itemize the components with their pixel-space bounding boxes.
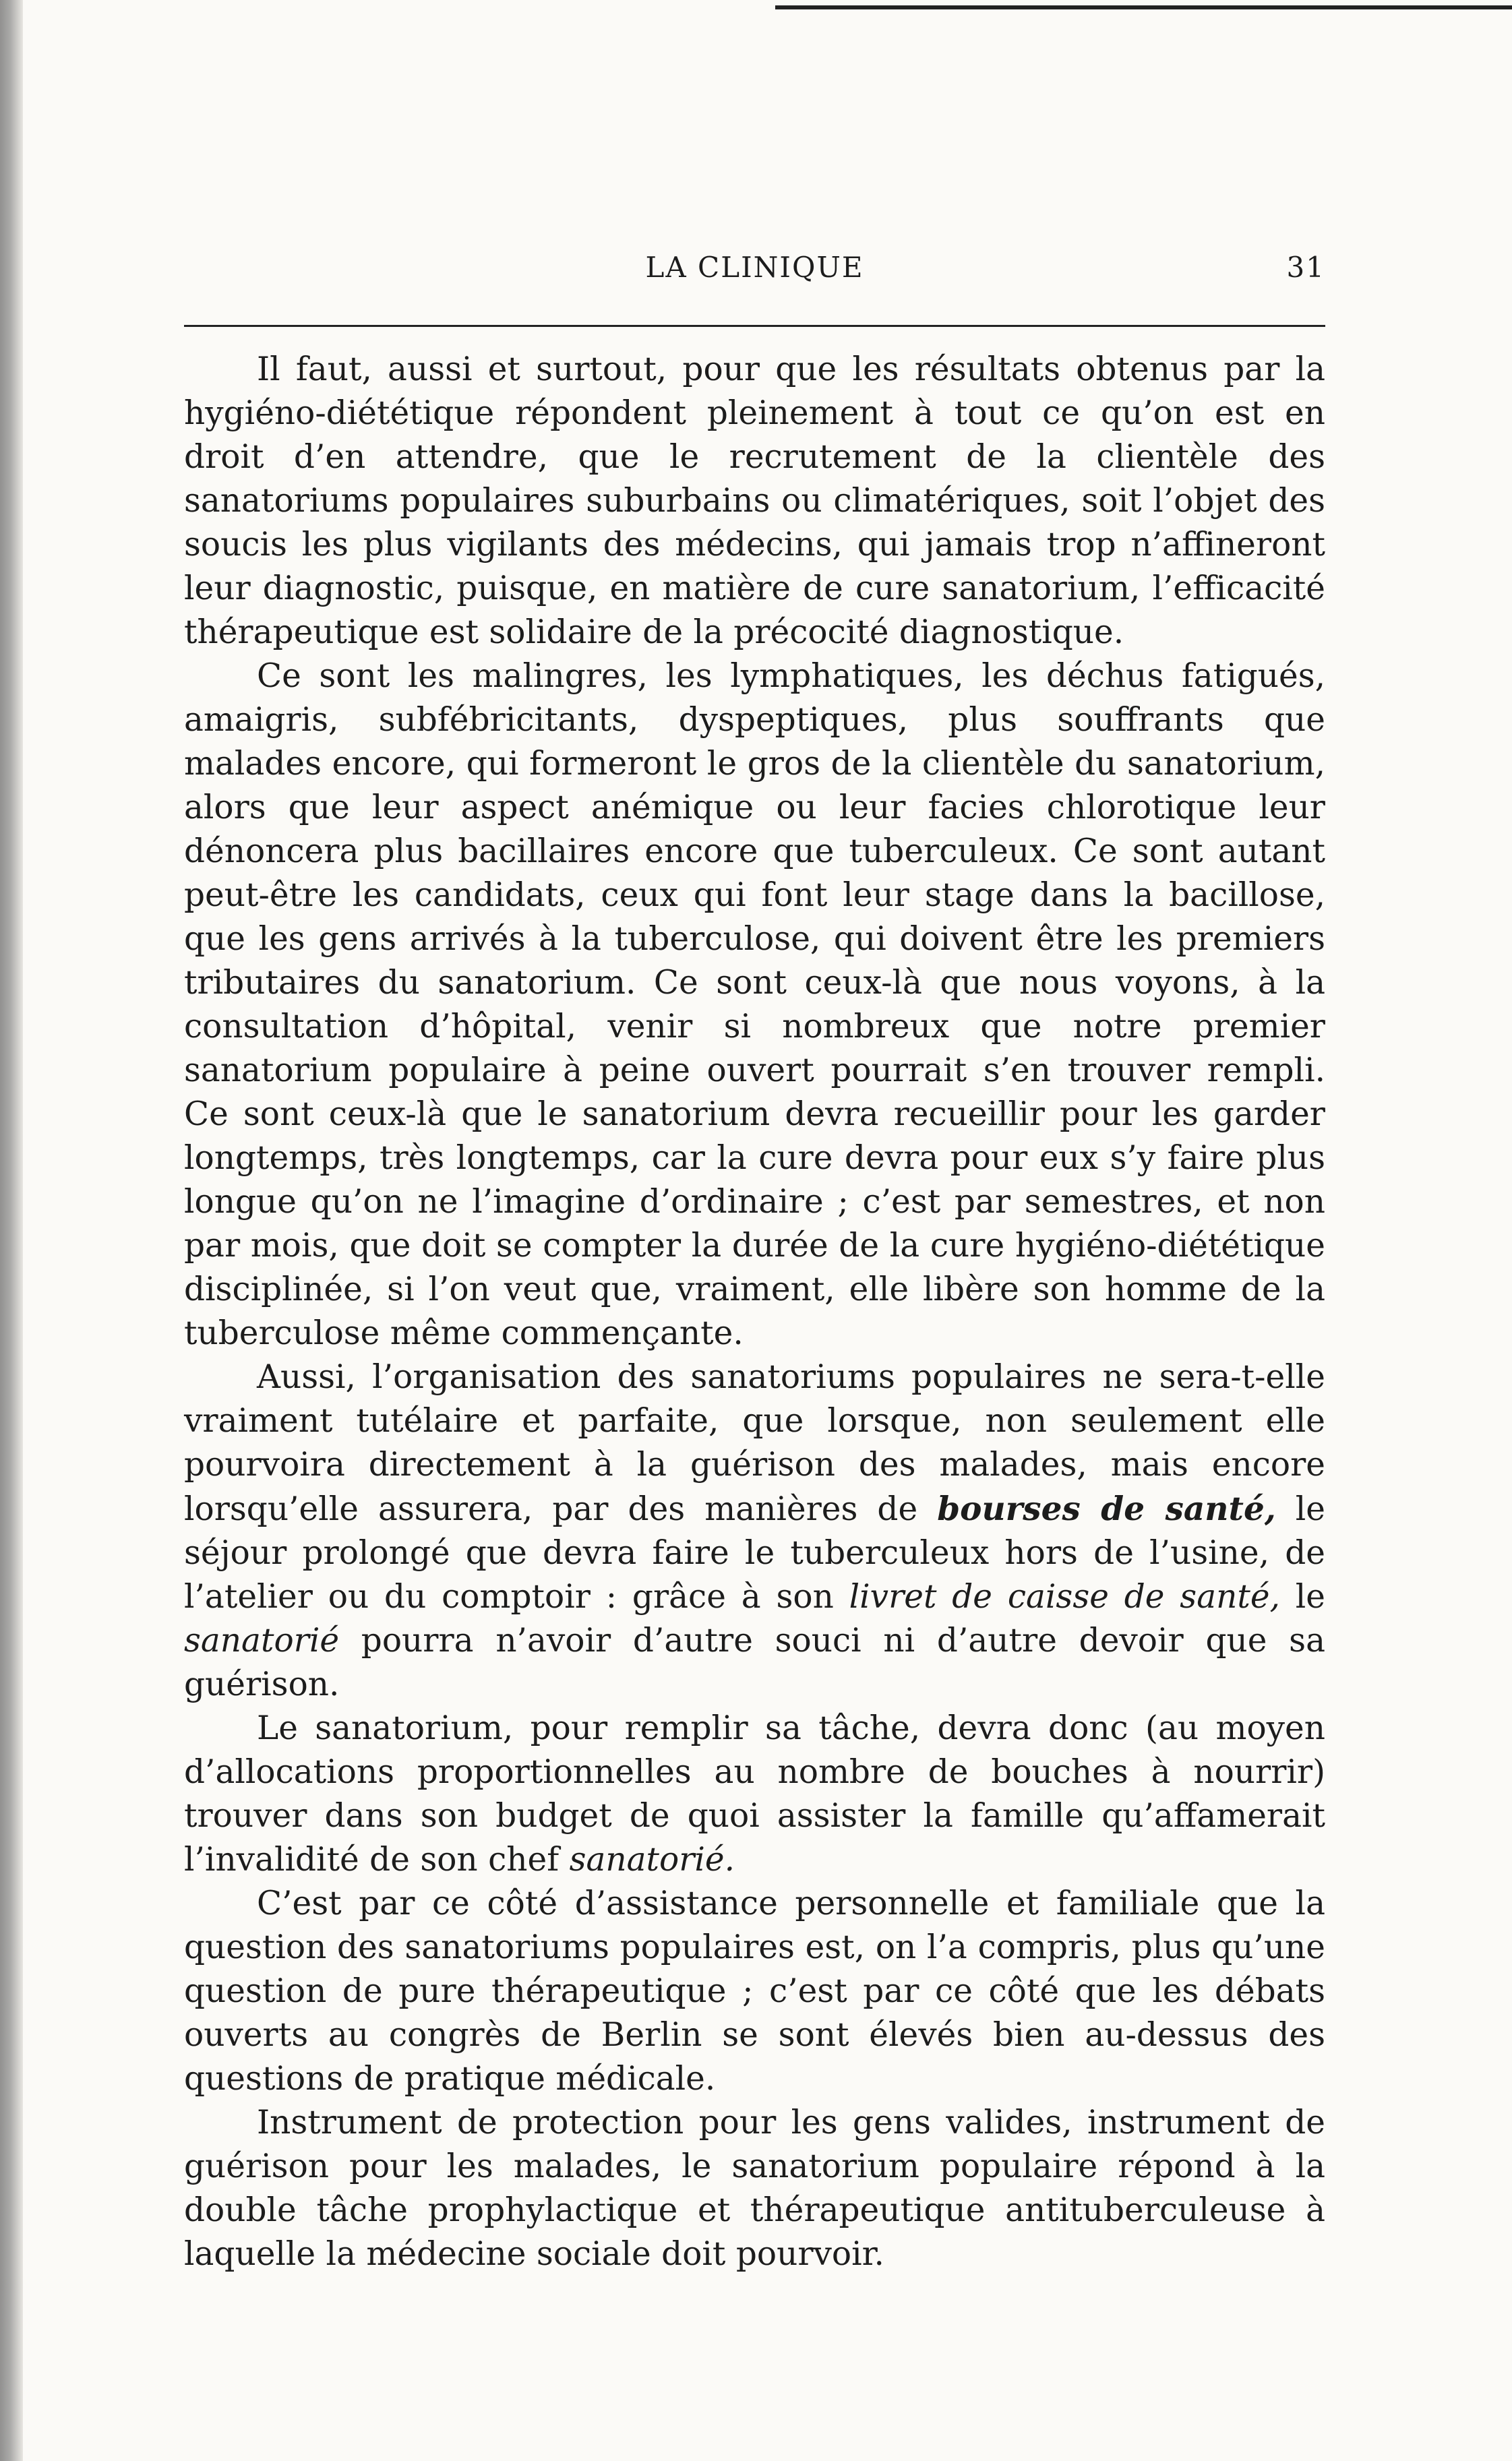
text-run: Aussi, l’organisation des sanatoriums populaires ne sera-t-elle vraiment tutélaire et parfaite, que lorsque, non seulement elle pourvoira directement à la guérison des malades, mais encore lorsqu’elle assurera, par des manières de [184, 1358, 1325, 1528]
text-run: le séjour prolongé que devra faire le tuberculeux hors de l’usine, de l’atelier ou du comptoir : grâce à son [184, 1490, 1325, 1616]
text-run: Le sanatorium, pour remplir sa tâche, devra donc (au moyen d’allocations proportionnelles au nombre de bouches à nourrir) trouver dans son budget de quoi assister la famille qu’affamerait l’invalidité de son chef [184, 1709, 1325, 1879]
header-rule [184, 325, 1325, 327]
scan-binding-edge [0, 0, 23, 2461]
text-body [184, 348, 1325, 2276]
page-header [184, 251, 1325, 291]
text-run: pourra n’avoir d’autre souci ni d’autre devoir que sa guérison. [184, 1622, 1325, 1703]
paragraph [184, 655, 1325, 1356]
italic-text: bourses de santé, [937, 1490, 1276, 1528]
text-run: C’est par ce côté d’assistance personnelle et familiale que la question des sanatoriums populaires est, on l’a compris, plus qu’une question de pure thérapeutique ; c’est par ce côté que les débats ouverts au congrès de Berlin se sont élevés bien au-dessus des questions de pratique médicale. [184, 1885, 1325, 2098]
paragraph [184, 1356, 1325, 1707]
scan-top-rule [775, 5, 1512, 9]
text-run: Ce sont les malingres, les lymphatiques, les déchus fatigués, amaigris, subfébricitants, dyspeptiques, plus souffrants que malades encore, qui formeront le gros de la clientèle du sanatorium, alors que leur aspect anémique ou leur facies chlorotique leur dénoncera plus bacillaires encore que tuberculeux. Ce sont autant peut-être les candidats, ceux qui font leur stage dans la bacillose, que les gens arrivés à la tuberculose, qui doivent être les premiers tributaires du sanatorium. Ce sont ceux-là que nous voyons, à la consultation d’hôpital, venir si nombreux que notre premier sanatorium populaire à peine ouvert pourrait s’en trouver rempli. Ce sont ceux-là que le sanatorium devra recueillir pour les garder longtemps, très longtemps, car la cure devra pour eux s’y faire plus longue qu’on ne l’imagine d’ordinaire ; c’est par semestres, et non par mois, que doit se compter la durée de la cure hygiéno-diététique disciplinée, si l’on veut que, vraiment, elle libère son homme de la tuberculose même commençante. [184, 657, 1325, 1352]
paragraph [184, 1882, 1325, 2101]
paragraph [184, 2101, 1325, 2276]
italic-text: livret de caisse de santé, [849, 1578, 1280, 1616]
paragraph [184, 348, 1325, 655]
page-number: 31 [1286, 251, 1325, 284]
italic-text: sanatorié. [569, 1841, 735, 1879]
paragraph [184, 1707, 1325, 1882]
text-run: le [1279, 1578, 1326, 1616]
italic-text: sanatorié [184, 1622, 340, 1660]
text-run: Il faut, aussi et surtout, pour que les résultats obtenus par la hygiéno-diététique répondent pleinement à tout ce qu’on est en droit d’en attendre, que le recrutement de la clientèle des sanatoriums populaires suburbains ou climatériques, soit l’objet des soucis les plus vigilants des médecins, qui jamais trop n’affineront leur diagnostic, puisque, en matière de cure sanatorium, l’efficacité thérapeutique est solidaire de la précocité diagnostique. [184, 351, 1325, 651]
text-run: Instrument de protection pour les gens valides, instrument de guérison pour les malades, le sanatorium populaire répond à la double tâche prophylactique et thérapeutique antituberculeuse à laquelle la médecine sociale doit pourvoir. [184, 2104, 1325, 2273]
running-title: LA CLINIQUE [645, 251, 864, 284]
